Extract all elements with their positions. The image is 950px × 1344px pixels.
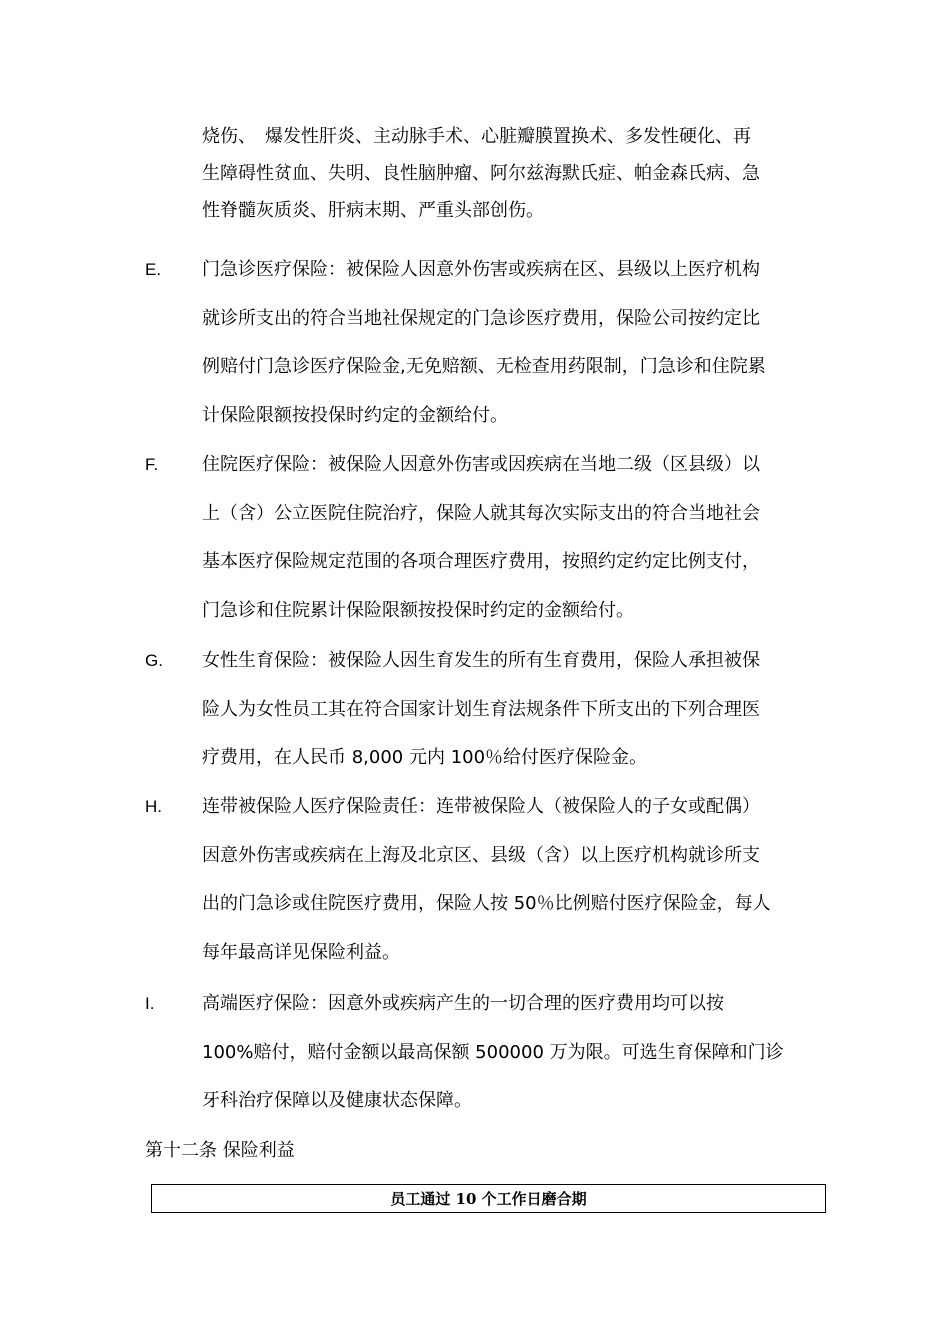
item-body (202, 250, 814, 444)
item-letter: E. (145, 260, 162, 279)
item-body (202, 641, 814, 787)
text-line: 每年最高详见保险利益。 (202, 941, 400, 963)
text-line: 牙科治疗保障以及健康状态保障。 (202, 1090, 472, 1111)
text-line: 生障碍性贫血、失明、良性脑肿瘤、阿尔兹海默氏症、帕金森氏病、急 (202, 163, 760, 184)
table-header-cell: 员工通过 10 个工作日磨合期 (151, 1184, 826, 1213)
text-line: 计保险限额按投保时约定的金额给付。 (202, 404, 508, 426)
text-line: 女性生育保险：被保险人因生育发生的所有生育费用，保险人承担被保 (202, 650, 760, 671)
item-letter: F. (145, 455, 159, 474)
item-letter: I. (145, 994, 155, 1013)
text-line: 出的门急诊或住院医疗费用，保险人按 50％比例赔付医疗保险金，每人 (202, 893, 771, 914)
section-heading: 第十二条 保险利益 (145, 1140, 295, 1161)
text-line: 性脊髓灰质炎、肝病末期、严重头部创伤。 (202, 200, 544, 221)
text-line: 连带被保险人医疗保险责任：连带被保险人（被保险人的子女或配偶） (202, 796, 760, 817)
item-letter: H. (145, 797, 162, 816)
text-line: 险人为女性员工其在符合国家计划生育法规条件下所支出的下列合理医 (202, 698, 760, 720)
text-line: 例赔付门急诊医疗保险金,无免赔额、无检查用药限制，门急诊和住院累 (202, 356, 766, 377)
text-line: 上（含）公立医院住院治疗，保险人就其每次实际支出的符合当地社会 (202, 502, 760, 524)
text-line: 烧伤、 爆发性肝炎、主动脉手术、心脏瓣膜置换术、多发性硬化、再 (202, 126, 751, 147)
item-body (202, 787, 814, 981)
item-body (202, 445, 814, 639)
text-line: 高端医疗保险：因意外或疾病产生的一切合理的医疗费用均可以按 (202, 993, 724, 1014)
text-line: 疗费用，在人民币 8,000 元内 100％给付医疗保险金。 (202, 747, 648, 768)
text-line: 就诊所支出的符合当地社保规定的门急诊医疗费用，保险公司按约定比 (202, 307, 760, 329)
text-line: 住院医疗保险：被保险人因意外伤害或因疾病在当地二级（区县级）以 (202, 454, 760, 475)
text-line: 因意外伤害或疾病在上海及北京区、县级（含）以上医疗机构就诊所支 (202, 844, 760, 866)
text-line: 门急诊和住院累计保险限额按投保时约定的金额给付。 (202, 599, 634, 621)
text-line: 基本医疗保险规定范围的各项合理医疗费用，按照约定约定比例支付， (202, 551, 760, 572)
text-line: 门急诊医疗保险：被保险人因意外伤害或疾病在区、县级以上医疗机构 (202, 259, 760, 280)
text-line: 100%赔付，赔付金额以最高保额 500000 万为限。可选生育保障和门诊 (202, 1041, 784, 1063)
continuation-paragraph (202, 118, 812, 229)
item-letter: G. (145, 651, 163, 670)
item-body (202, 984, 814, 1130)
